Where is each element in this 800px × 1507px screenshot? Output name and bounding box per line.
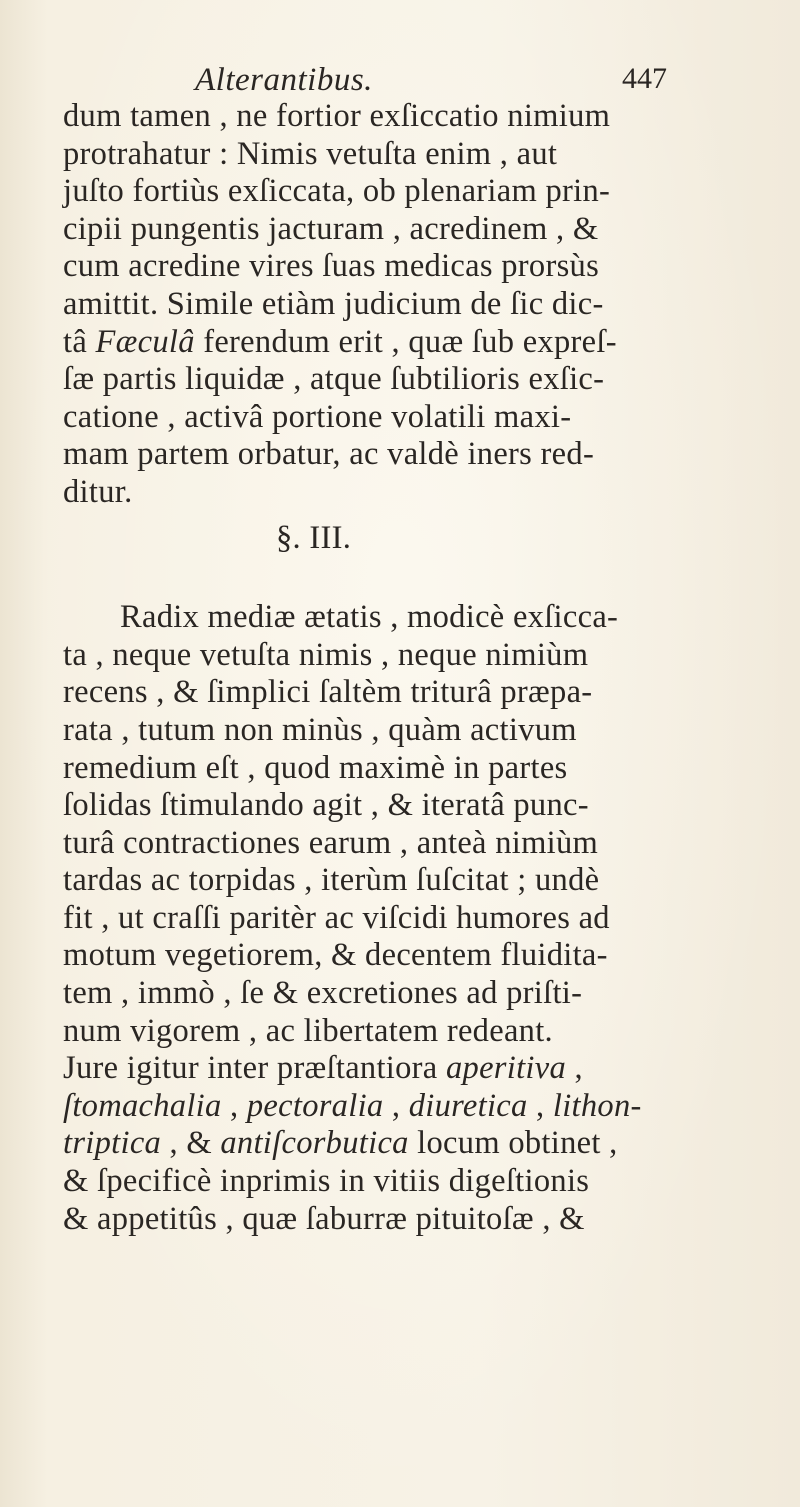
text-line (63, 1088, 800, 1126)
text-line: num vigorem , ac libertatem redeant. (63, 1012, 553, 1049)
text-line: remedium eſt , quod maximè in partes (63, 749, 568, 786)
text-line: fit , ut craſſi paritèr ac viſcidi humores ad (63, 899, 610, 936)
italic-term: pectoralia (246, 1087, 384, 1124)
text-line: & appetitûs , quæ ſaburræ pituitoſæ , & (63, 1200, 585, 1237)
italic-term: aperitiva (445, 1050, 567, 1087)
text-run: , & (161, 1125, 221, 1162)
text-line: catione , activâ portione volatili maxi- (63, 398, 572, 435)
running-title: Alterantibus. (195, 62, 373, 98)
section-heading: §. III. (276, 519, 352, 556)
text-line: rata , tutum non minùs , quàm activum (63, 711, 577, 748)
text-run: locum obtinet , (408, 1125, 618, 1162)
text-line (63, 324, 800, 362)
text-line: ditur. (63, 473, 133, 510)
text-line: protrahatur : Nimis vetuſta enim , aut (63, 135, 558, 172)
italic-term: triptica (63, 1125, 162, 1162)
text-line: tem , immò , ſe & excretiones ad priſti- (63, 975, 583, 1012)
text-run: , (527, 1087, 553, 1124)
text-run: , (566, 1050, 583, 1087)
text-line: ſolidas ſtimulando agit , & iteratâ punc- (63, 787, 589, 824)
text-line: amittit. Simile etiàm judicium de ſic dic- (63, 285, 604, 322)
text-line: ta , neque vetuſta nimis , neque nimiùm (63, 636, 589, 673)
text-run: , (383, 1087, 409, 1124)
text-line: ſæ partis liquidæ , atque ſubtilioris exſic- (63, 361, 605, 398)
text-line: motum vegetiorem, & decentem fluidita- (63, 937, 608, 974)
text-run: tâ (63, 323, 96, 360)
text-line (63, 1050, 800, 1088)
page-number: 447 (622, 62, 667, 95)
text-run: ferendum erit , quæ ſub expreſ- (194, 323, 617, 360)
text-line: cum acredine vires ſuas medicas prorsùs (63, 248, 600, 285)
text-line: juſto fortiùs exſiccata, ob plenariam prin- (63, 173, 611, 210)
text-line (63, 1125, 800, 1163)
italic-term: diuretica (408, 1087, 528, 1124)
body-text (63, 98, 800, 1238)
text-run: Jure igitur inter præſtantiora (63, 1050, 446, 1087)
text-line: mam partem orbatur, ac valdè iners red- (63, 436, 595, 473)
text-line: dum tamen , ne fortior exſiccatio nimium (63, 98, 611, 134)
italic-term: antiſcorbutica (220, 1125, 409, 1162)
text-line: Radix mediæ ætatis , modicè exſicca- (120, 599, 619, 636)
text-line: tardas ac torpidas , iterùm ſuſcitat ; undè (63, 862, 600, 899)
italic-term: Fæculâ (95, 323, 195, 360)
text-line: turâ contractiones earum , anteà nimiùm (63, 824, 599, 861)
italic-term: ſtomachalia (63, 1087, 222, 1124)
italic-term: lithon- (552, 1087, 642, 1124)
text-line: recens , & ſimplici ſaltèm triturâ præpa- (63, 674, 593, 711)
text-run: , (221, 1087, 247, 1124)
text-line: cipii pungentis jacturam , acredinem , & (63, 210, 599, 247)
text-line: & ſpecificè inprimis in vitiis digeſtionis (63, 1163, 590, 1200)
page-header (195, 62, 695, 102)
